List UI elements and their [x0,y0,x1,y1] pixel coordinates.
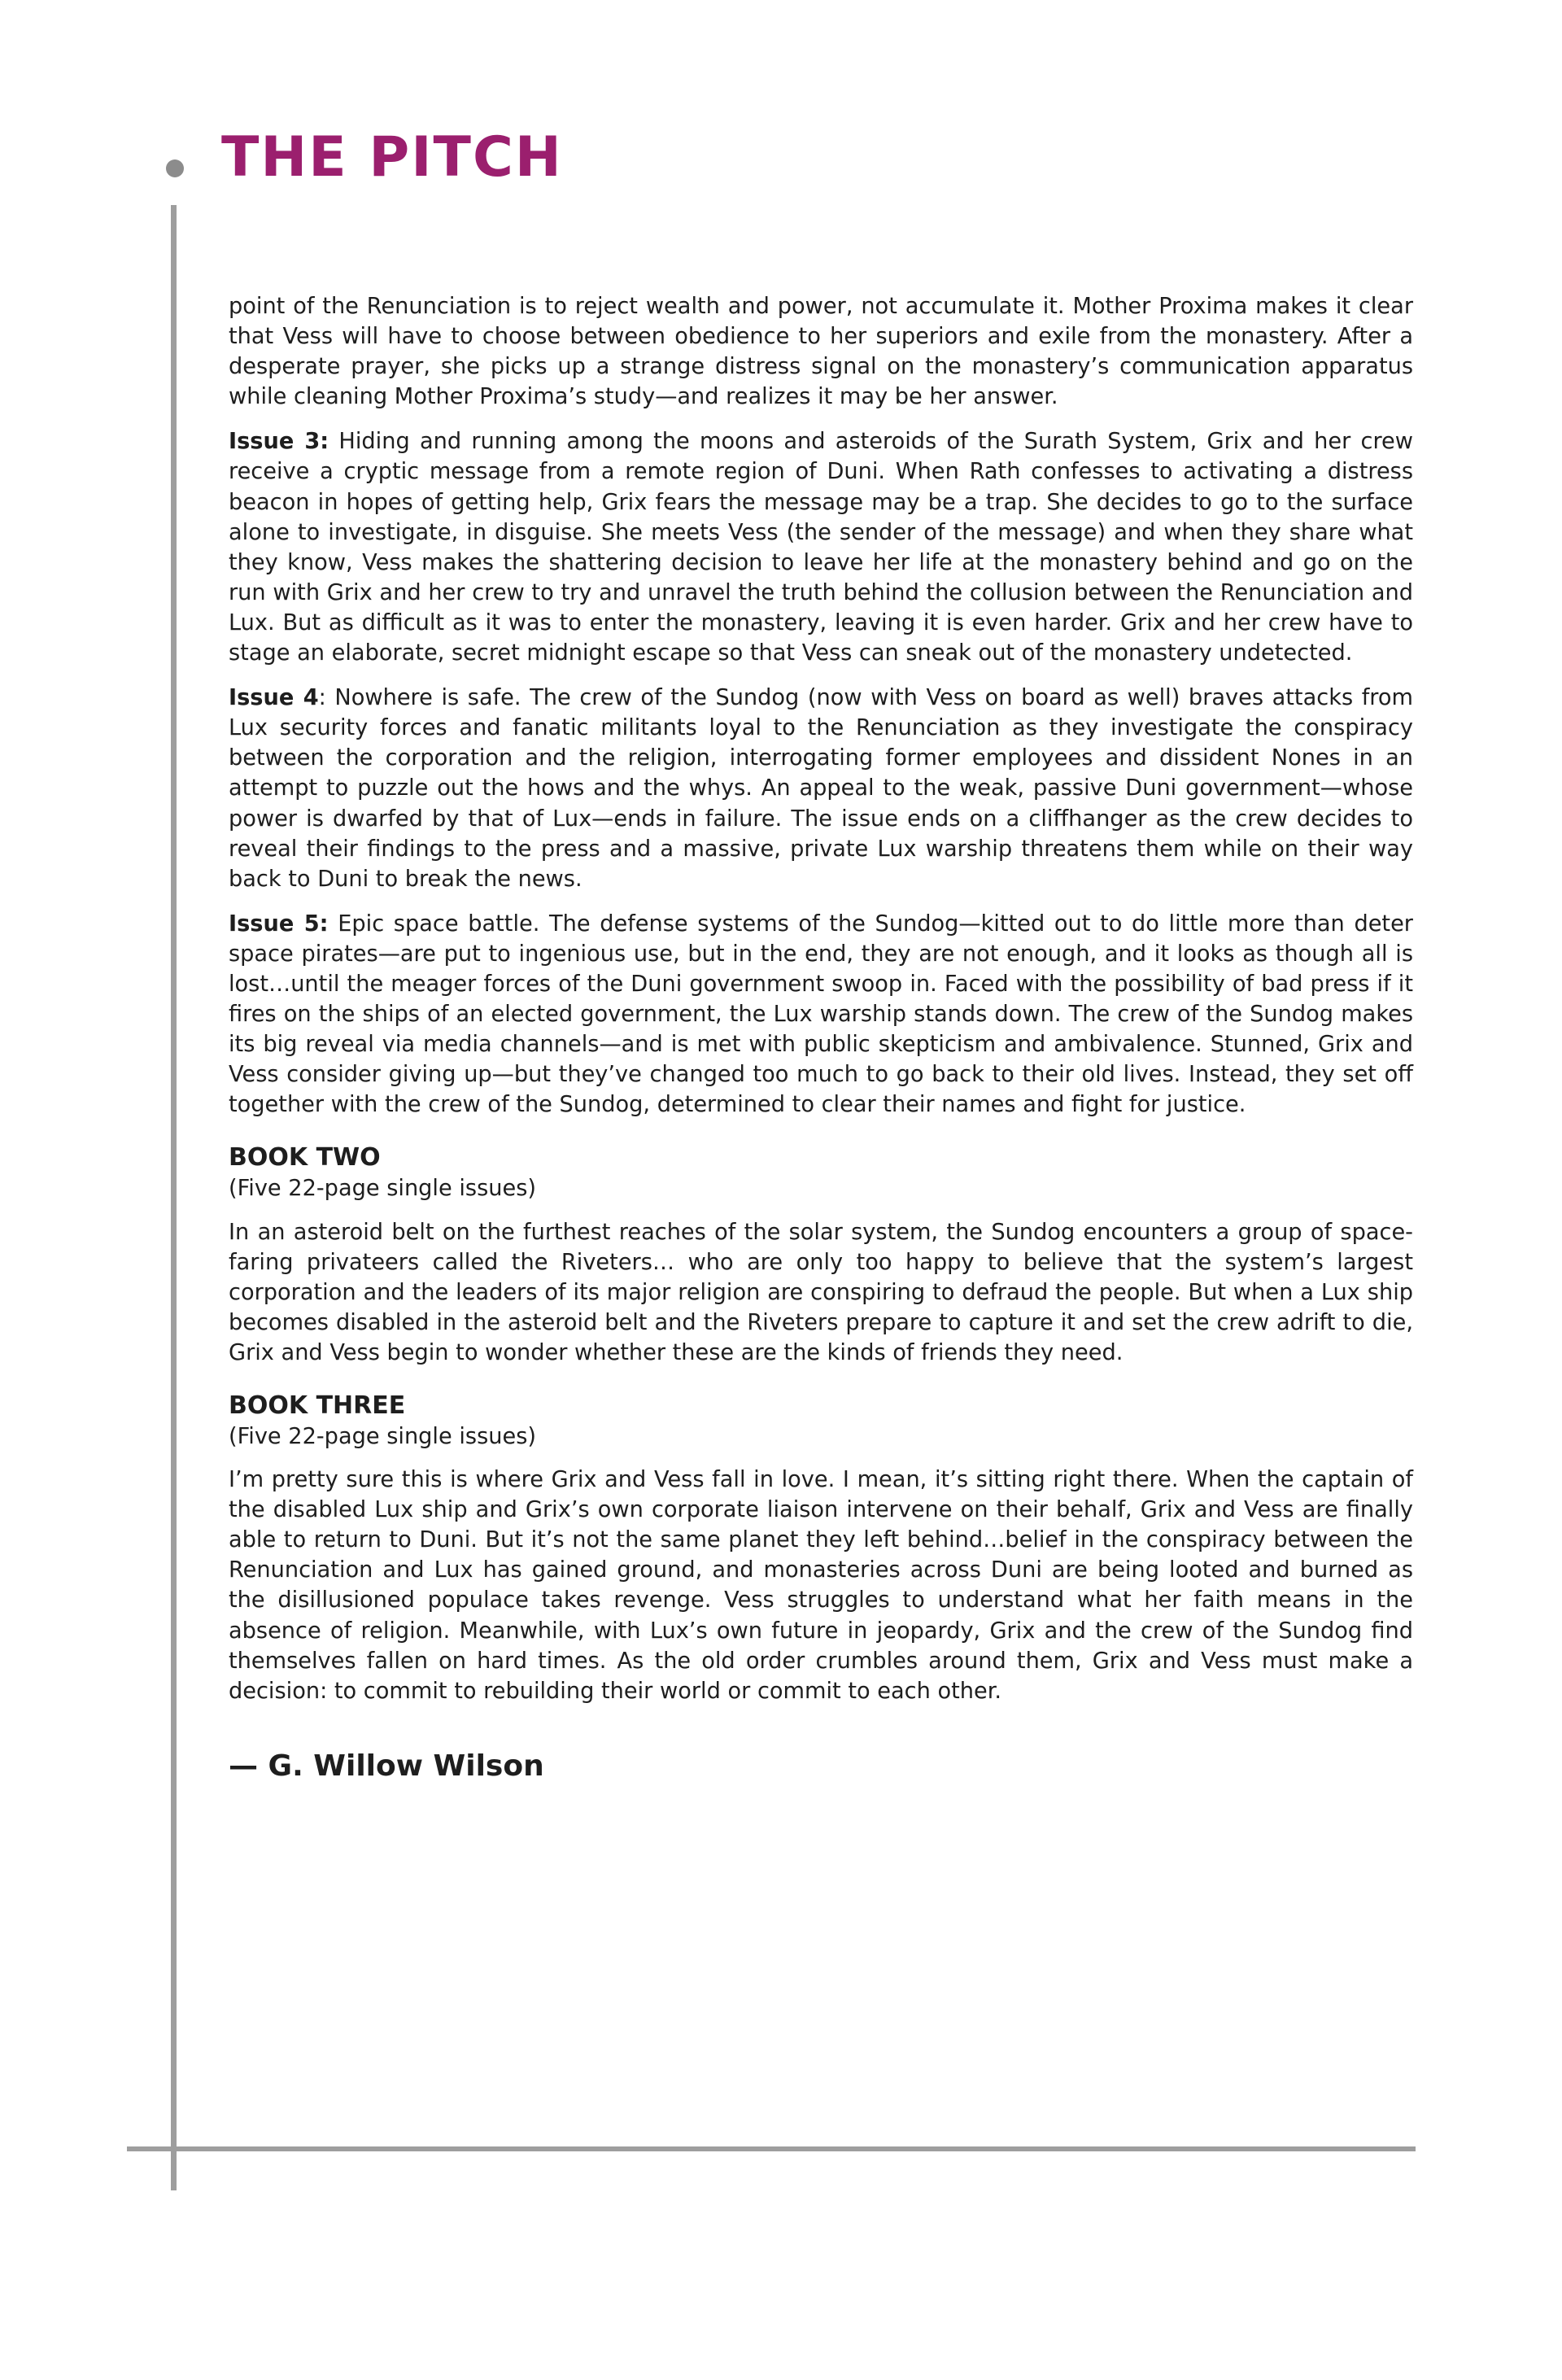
title-bullet-icon [166,159,184,177]
book-three-subtitle: (Five 22-page single issues) [229,1424,536,1449]
issue-4-paragraph [229,683,1413,894]
issue-3-paragraph [229,426,1413,668]
issue-5-label: Issue 5: [229,911,329,937]
vertical-rule [171,205,177,2190]
issue-3-text: Hiding and running among the moons and asteroids of the Surath System, Grix and her crew receive a cryptic message from a remote region of Duni. When Rath confesses to activating a distress beacon in hopes of getting help, Grix fears the message may be a trap. She decides to go to the surface alone to investigate, in disguise. She meets Vess (the sender of the message) and when they share what they know, Vess makes the shattering decision to leave her life at the monastery behind and go on the run with Grix and her crew to try and unravel the truth behind the collusion between the Renunciation and Lux. But as difficult as it was to enter the monastery, leaving it is even harder. Grix and her crew have to stage an elaborate, secret midnight escape so that Vess can sneak out of the monastery undetected. [229,429,1413,666]
horizontal-rule [127,2146,1416,2151]
book-two-title: BOOK TWO [229,1143,381,1173]
book-three-title: BOOK THREE [229,1391,406,1420]
issue-4-text: : Nowhere is safe. The crew of the Sundog (now with Vess on board as well) braves attacks from Lux security forces and fanatic militants loyal to the Renunciation as they investigate the conspiracy between the corporation and the religion, interrogating former employees and dissident Nones in an attempt to puzzle out the hows and the whys. An appeal to the weak, passive Duni government—whose power is dwarfed by that of Lux—ends in failure. The issue ends on a cliffhanger as the crew decides to reveal their findings to the press and a massive, private Lux warship threatens them while on their way back to Duni to break the news. [229,685,1413,892]
book-two-subtitle: (Five 22-page single issues) [229,1176,536,1202]
author-signature: — G. Willow Wilson [229,1749,544,1783]
issue-5-text: Epic space battle. The defense systems of the Sundog—kitted out to do little more than deter space pirates—are put to ingenious use, but in the end, they are not enough, and it looks as though all is lost…until the meager forces of the Duni government swoop in. Faced with the possibility of bad press if it fires on the ships of an elected government, the Lux warship stands down. The crew of the Sundog makes its big reveal via media channels—and is met with public skepticism and ambivalence. Stunned, Grix and Vess consider giving up—but they’ve changed too much to go back to their old lives. Instead, they set off together with the crew of the Sundog, determined to clear their names and fight for justice. [229,911,1413,1118]
issue-3-label: Issue 3: [229,429,329,455]
issue-5-paragraph [229,909,1413,1120]
book-three-paragraph: I’m pretty sure this is where Grix and Vess fall in love. I mean, it’s sitting right there. When the captain of the disabled Lux ship and Grix’s own corporate liaison intervene on their behalf, Grix and Vess are finally able to return to Duni. But it’s not the same planet they left behind…belief in the conspiracy between the Renunciation and Lux has gained ground, and monasteries across Duni are being looted and burned as the disillusioned populace takes revenge. Vess struggles to understand what her faith means in the absence of religion. Meanwhile, with Lux’s own future in jeopardy, Grix and the crew of the Sundog find themselves fallen on hard times. As the old order crumbles around them, Grix and Vess must make a decision: to commit to rebuilding their world or commit to each other. [229,1467,1413,1704]
issue-4-label: Issue 4 [229,685,319,711]
book-two-paragraph: In an asteroid belt on the furthest reaches of the solar system, the Sundog encounters a group of space-faring privateers called the Riveters… who are only too happy to believe that the system’s largest corporation and the leaders of its major religion are conspiring to defraud the people. But when a Lux ship becomes disabled in the asteroid belt and the Riveters prepare to capture it and set the crew adrift to die, Grix and Vess begin to wonder whether these are the kinds of friends they need. [229,1219,1413,1365]
page-title: THE PITCH [221,125,563,190]
intro-paragraph: point of the Renunciation is to reject wealth and power, not accumulate it. Mother Proxima makes it clear that Vess will have to choose between obedience to her superiors and exile from the monastery. After a desperate prayer, she picks up a strange distress signal on the monastery’s communication apparatus while cleaning Mother Proxima’s study—and realizes it may be her answer. [229,294,1413,410]
body-text [229,291,1413,1784]
